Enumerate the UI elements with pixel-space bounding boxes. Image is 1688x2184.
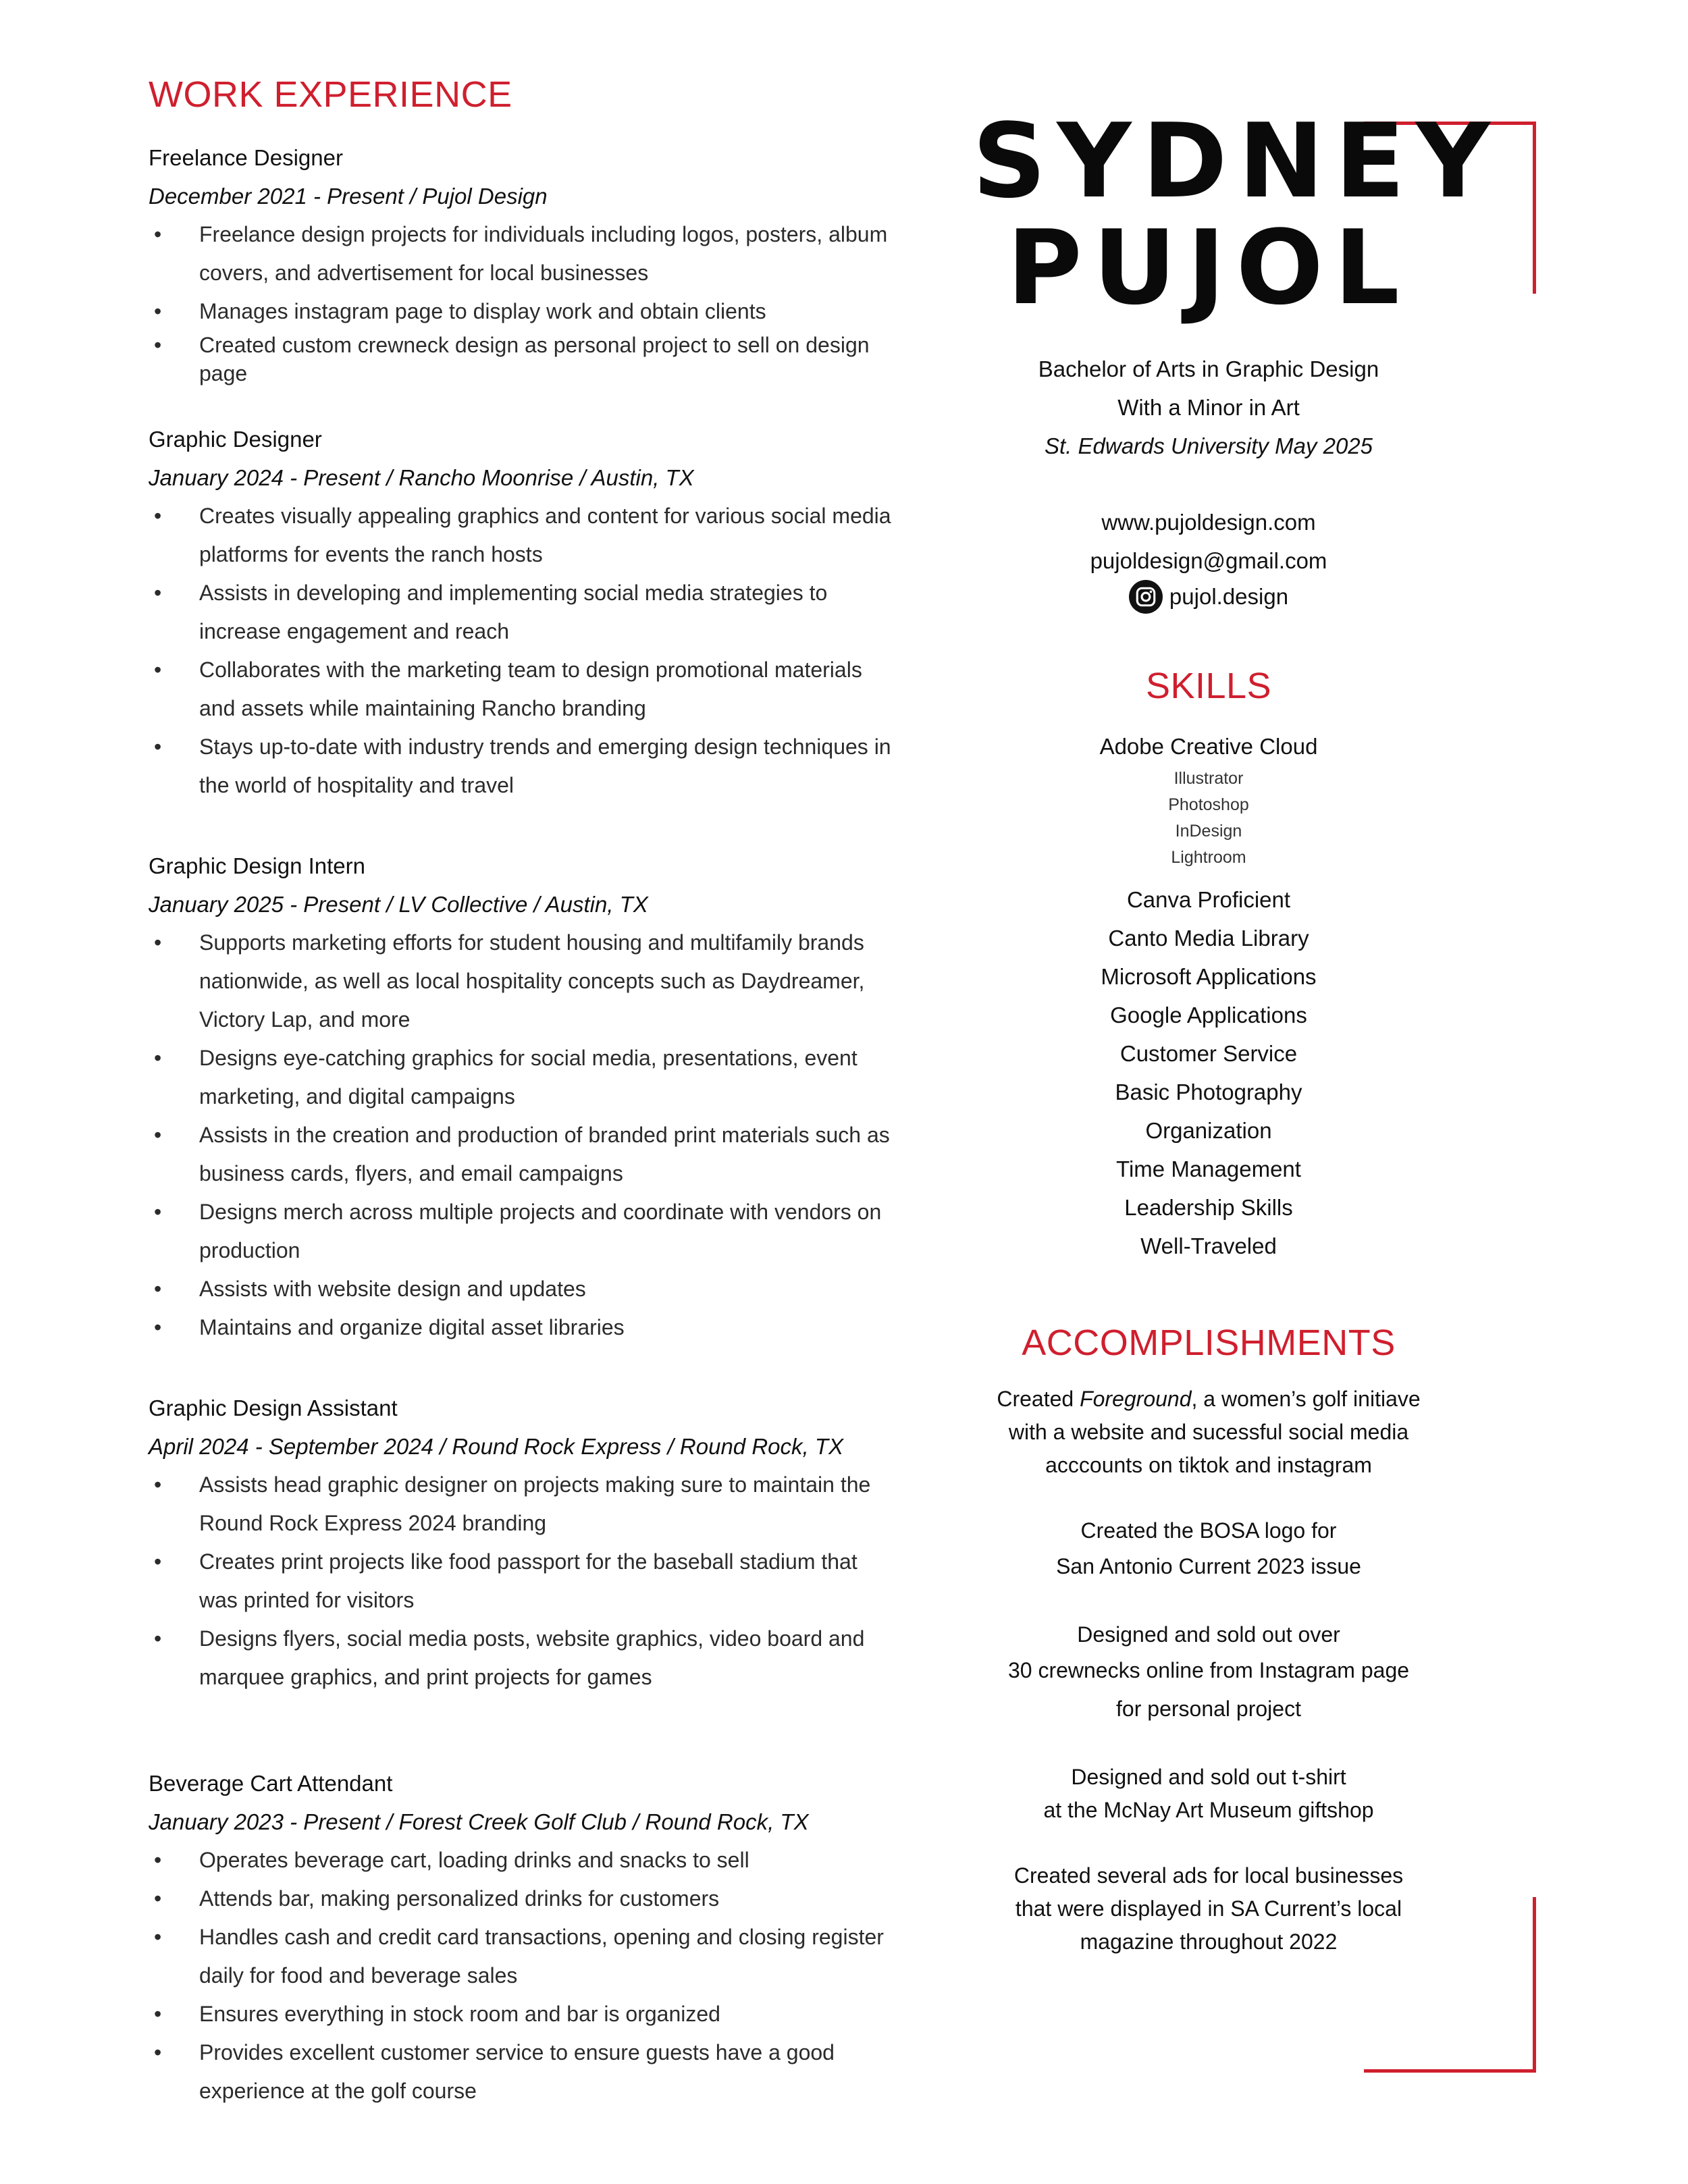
skill-item: Well-Traveled xyxy=(1140,1233,1277,1258)
job-title: Graphic Design Intern xyxy=(149,853,365,878)
bullet: • Creates visually appealing graphics and content for various social media platforms for events the ranch hosts xyxy=(149,497,891,574)
bullet: • Operates beverage cart, loading drinks and snacks to sell xyxy=(149,1841,891,1880)
education-block xyxy=(972,350,1445,465)
accomplishment xyxy=(972,1618,1445,1728)
job-meta: January 2025 - Present / LV Collective / Austin, TX xyxy=(149,892,648,917)
job-entry xyxy=(149,1389,891,1697)
job-bullets xyxy=(149,1841,891,2110)
accomplishment-line: Designed and sold out t-shirt xyxy=(1071,1765,1346,1789)
school: St. Edwards University May 2025 xyxy=(1044,433,1373,458)
adobe-app: Photoshop xyxy=(1168,795,1249,814)
work-experience-heading: WORK EXPERIENCE xyxy=(149,74,512,115)
bullet: • Designs flyers, social media posts, website graphics, video board and marquee graphics, and print projects for games xyxy=(149,1620,891,1697)
adobe-app: Lightroom xyxy=(1171,848,1246,867)
bullet: • Collaborates with the marketing team to design promotional materials and assets while maintaining Rancho branding xyxy=(149,651,891,728)
job-title: Graphic Designer xyxy=(149,427,322,452)
adobe-app: Illustrator xyxy=(1173,769,1244,788)
accomplishment-line: magazine throughout 2022 xyxy=(1080,1929,1338,1954)
accomplishment-line: Created several ads for local businesses xyxy=(1013,1863,1404,1888)
accomplishment xyxy=(972,1383,1445,1482)
accomplishment-line: Designed and sold out over xyxy=(1077,1622,1340,1647)
accomplishment xyxy=(972,1514,1445,1586)
bullet: • Provides excellent customer service to ensure guests have a good experience at the golf course xyxy=(149,2033,891,2110)
bullet: • Designs eye-catching graphics for social media, presentations, event marketing, and digital campaigns xyxy=(149,1039,891,1116)
text-span: Created xyxy=(997,1387,1080,1411)
job-entry xyxy=(149,138,891,388)
bullet: • Attends bar, making personalized drinks for customers xyxy=(149,1880,891,1918)
bullet: • Designs merch across multiple projects and coordinate with vendors on production xyxy=(149,1193,891,1270)
bullet: • Creates print projects like food passport for the baseball stadium that was printed for visitors xyxy=(149,1543,891,1620)
skill-item: Time Management xyxy=(1116,1156,1301,1181)
accomplishment-line: for personal project xyxy=(1116,1697,1301,1721)
bullet: • Manages instagram page to display work and obtain clients xyxy=(149,292,891,331)
last-name: PUJOL xyxy=(1007,208,1410,327)
job-bullets xyxy=(149,924,891,1347)
skills-list xyxy=(972,727,1445,1265)
accomplishments-list xyxy=(972,1383,1445,1959)
job-title: Beverage Cart Attendant xyxy=(149,1771,393,1796)
bullet: • Ensures everything in stock room and bar is organized xyxy=(149,1995,891,2033)
accomplishment xyxy=(972,1761,1445,1827)
skill-adobe: Adobe Creative Cloud xyxy=(1099,734,1318,759)
accomplishment-line: Created the BOSA logo for xyxy=(1080,1518,1337,1543)
instagram-link[interactable] xyxy=(972,580,1445,614)
bullet: • Assists with website design and updates xyxy=(149,1270,891,1308)
bullet: • Assists in the creation and production of branded print materials such as business cards, flyers, and email campaigns xyxy=(149,1116,891,1193)
skill-item: Leadership Skills xyxy=(1124,1195,1293,1220)
job-title: Graphic Design Assistant xyxy=(149,1395,398,1420)
bullet: • Created custom crewneck design as personal project to sell on design page xyxy=(149,331,891,388)
bullet: • Freelance design projects for individuals including logos, posters, album covers, and advertisement for local businesses xyxy=(149,215,891,292)
project-name: Foreground xyxy=(1080,1387,1192,1411)
accomplishment-line: acccounts on tiktok and instagram xyxy=(1045,1453,1372,1477)
accomplishment-line: San Antonio Current 2023 issue xyxy=(1056,1554,1361,1578)
degree: Bachelor of Arts in Graphic Design xyxy=(1038,356,1379,381)
website-link[interactable]: www.pujoldesign.com xyxy=(1101,510,1316,535)
accomplishments-heading: ACCOMPLISHMENTS xyxy=(1022,1323,1396,1363)
email-link[interactable]: pujoldesign@gmail.com xyxy=(1090,548,1327,573)
skills-heading: SKILLS xyxy=(1145,666,1272,706)
job-meta: April 2024 - September 2024 / Round Rock Express / Round Rock, TX xyxy=(149,1434,844,1459)
skill-item: Google Applications xyxy=(1110,1003,1307,1028)
work-experience-section xyxy=(149,71,891,2152)
skill-item: Canva Proficient xyxy=(1126,887,1291,912)
instagram-icon xyxy=(1129,580,1163,614)
accomplishment xyxy=(972,1859,1445,1959)
skill-item: Canto Media Library xyxy=(1108,926,1309,951)
skill-item: Basic Photography xyxy=(1115,1080,1302,1104)
contact-block xyxy=(972,503,1445,614)
skill-item: Customer Service xyxy=(1119,1041,1298,1066)
bullet: • Assists head graphic designer on projects making sure to maintain the Round Rock Express 2024 branding xyxy=(149,1466,891,1543)
job-meta: January 2024 - Present / Rancho Moonrise / Austin, TX xyxy=(149,465,694,490)
accomplishment-line: 30 crewnecks online from Instagram page xyxy=(1007,1658,1410,1682)
job-title: Freelance Designer xyxy=(149,145,343,170)
text-span: , a women’s golf initiave xyxy=(1191,1387,1421,1411)
adobe-app: InDesign xyxy=(1175,822,1242,841)
bullet: • Assists in developing and implementing social media strategies to increase engagement and reach xyxy=(149,574,891,651)
job-bullets xyxy=(149,215,891,388)
accomplishment-line: that were displayed in SA Current’s local xyxy=(1015,1896,1402,1921)
profile-column xyxy=(972,101,1501,1991)
skill-item: Microsoft Applications xyxy=(1101,964,1317,989)
job-entry xyxy=(149,420,891,805)
bullet: • Supports marketing efforts for student housing and multifamily brands nationwide, as well as local hospitality concepts such as Daydreamer, Victory Lap, and more xyxy=(149,924,891,1039)
bullet: • Handles cash and credit card transactions, opening and closing register daily for food and beverage sales xyxy=(149,1918,891,1995)
accomplishment-line: at the McNay Art Museum giftshop xyxy=(1043,1798,1374,1822)
skill-item: Organization xyxy=(1145,1118,1272,1143)
job-meta: December 2021 - Present / Pujol Design xyxy=(149,184,548,209)
job-entry xyxy=(149,1764,891,2110)
minor: With a Minor in Art xyxy=(1117,395,1300,420)
job-bullets xyxy=(149,1466,891,1697)
name-heading xyxy=(972,101,1501,327)
bullet: • Stays up-to-date with industry trends and emerging design techniques in the world of hospitality and travel xyxy=(149,728,891,805)
accomplishment-line: with a website and sucessful social media xyxy=(1008,1420,1409,1444)
instagram-handle: pujol.design xyxy=(1169,584,1289,609)
accomplishment-line xyxy=(972,1383,1445,1416)
first-name: SYDNEY xyxy=(972,101,1501,221)
bullet: • Maintains and organize digital asset libraries xyxy=(149,1308,891,1347)
job-bullets xyxy=(149,497,891,805)
job-entry xyxy=(149,847,891,1347)
job-meta: January 2023 - Present / Forest Creek Golf Club / Round Rock, TX xyxy=(149,1809,809,1834)
